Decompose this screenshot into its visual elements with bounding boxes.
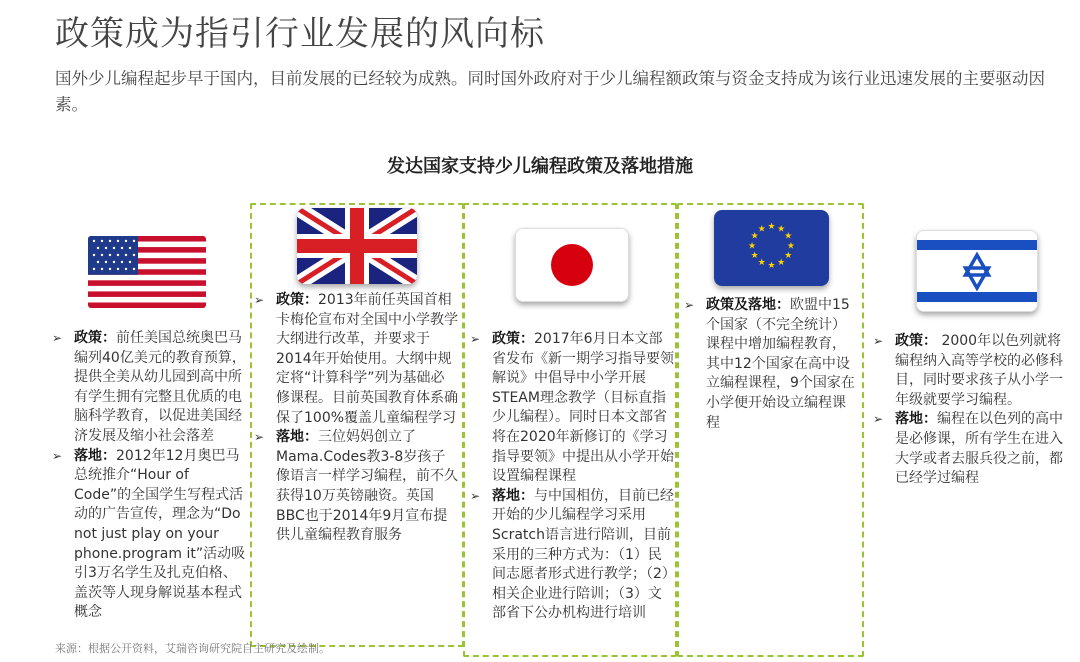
uk-policy-column [254,291,458,546]
item-text: 2012年12月奥巴马总统推介“Hour of Code”的全国学生写程式活动的广告宣传，理念为“Do not just play on your phone.program it”活动吸引3万名学生及扎克伯格、盖茨等人现身解说基本程式概念 [74,447,246,621]
svg-text:★: ★ [786,241,795,252]
israel-policy-item [873,332,1075,410]
uk-policy-item [254,291,458,428]
svg-text:★: ★ [767,260,776,271]
us-implementation-item [52,447,250,623]
item-key: 落地： [276,429,318,446]
arrow-bullet-icon: ➢ [470,488,481,503]
item-text: 编程在以色列的高中是必修课，所有学生在进入大学或者去服兵役之前，都已经学过编程 [895,411,1063,487]
us-policy-item [52,329,250,447]
item-key: 政策： [895,333,937,349]
svg-text:★: ★ [784,231,793,242]
svg-text:★: ★ [784,251,793,262]
svg-text:★: ★ [767,222,776,232]
eu-policy-item [684,296,858,433]
item-key: 政策及落地： [706,297,790,313]
svg-text:★: ★ [750,231,759,242]
item-key: 落地： [895,411,937,428]
item-text: 2000年以色列就将编程纳入高等学校的必修科目，同时要求孩子从小学一年级就要学习编程。 [895,333,1063,408]
japan-flag-icon [515,228,629,302]
arrow-bullet-icon: ➢ [52,331,63,345]
item-key: 落地： [74,447,116,464]
item-key: 政策： [74,330,116,346]
item-text: 2017年6月日本文部省发布《新一期学习指导要领解说》中倡导中小学开展STEAM理念教学（目标直指少儿编程）。同时日本文部省将在2020年新修订的《学习指导要领》中提出从小学开始设置编程课程 [492,331,674,485]
israel-implementation-item [873,410,1075,488]
japan-policy-column [470,330,674,624]
item-text: 三位妈妈创立了Mama.Codes教3-8岁孩子像语言一样学习编程，前不久获得10万英镑融资。英国BBC也于2014年9月宣布提供儿童编程教育服务 [276,429,458,544]
item-key: 落地： [492,487,534,504]
uk-flag-icon [297,208,417,284]
arrow-bullet-icon: ➢ [254,293,265,307]
svg-text:★: ★ [748,241,757,252]
japan-policy-item [470,330,674,487]
eu-flag-icon [714,210,829,286]
arrow-bullet-icon: ➢ [684,298,695,312]
arrow-bullet-icon: ➢ [254,430,265,445]
svg-text:★: ★ [750,251,759,262]
item-key: 政策： [276,292,318,308]
item-text: 前任美国总统奥巴马编列40亿美元的教育预算，提供全美从幼儿园到高中所有学生拥有完整且优质的电脑科学教育，以促进美国经济发展及缩小社会落差 [74,330,246,444]
us-flag-icon [88,236,206,308]
item-text: 2013年前任英国首相卡梅伦宣布对全国中小学教学大纲进行改革，并要求于2014年开始使用。大纲中规定将“计算科学”列为基础必修课程。目前英国教育体系确保了100%覆盖儿童编程学习 [276,292,458,426]
israel-flag-icon [916,230,1038,312]
source-note: 来源：根据公开资料，艾瑞咨询研究院自主研究及绘制。 [55,642,330,655]
page-title: 政策成为指引行业发展的风向标 [55,14,545,54]
item-key: 政策： [492,331,534,347]
arrow-bullet-icon: ➢ [52,448,63,463]
eu-policy-column [684,296,858,433]
intro-paragraph: 国外少儿编程起步早于国内，目前发展的已经较为成熟。同时国外政府对于少儿编程额政策与资金支持成为该行业迅速发展的主要驱动因素。 [55,69,1045,114]
item-text: 欧盟中15个国家（不完全统计）课程中增加编程教育，其中12个国家在高中设立编程课程，9个国家在小学便开始设立编程课程 [706,297,855,431]
israel-policy-column [873,332,1075,489]
japan-implementation-item [470,487,674,624]
uk-implementation-item [254,428,458,546]
svg-text:★: ★ [777,258,786,269]
us-policy-column [52,329,250,623]
svg-text:★: ★ [757,224,766,235]
arrow-bullet-icon: ➢ [873,334,884,348]
section-subtitle: 发达国家支持少儿编程政策及落地措施 [387,156,693,177]
item-text: 与中国相仿，目前已经开始的少儿编程学习采用Scratch语言进行陪训，目前采用的三种方式为：（1）民间志愿者形式进行教学；（2）相关企业进行陪训；（3）文部省下公办机构进行培训 [492,487,674,622]
arrow-bullet-icon: ➢ [470,332,481,346]
svg-text:★: ★ [757,258,766,269]
arrow-bullet-icon: ➢ [873,412,884,427]
svg-text:★: ★ [777,224,786,235]
